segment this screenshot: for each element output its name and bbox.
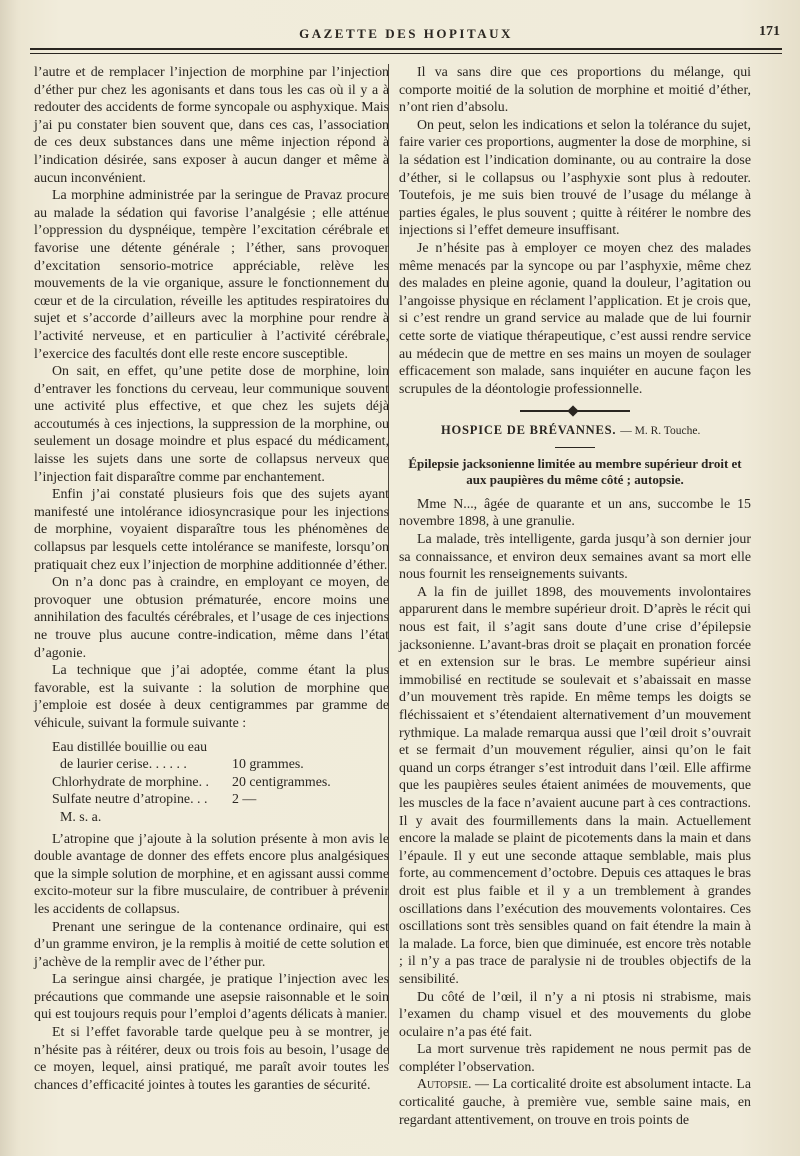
paragraph: l’autre et de remplacer l’injection de morphine par l’injection d’éther pur chez les agonisants et dans tous les cas où il y a à redouter des accidents de forme syncopale ou asphyxique. Mais j’ai pu constater bien souvent que, dans ces cas, l’association de ces deux substances dans une même injection répond à l’indication désirée, sans exposer à aucun danger et même à aucun inconvénient. <box>34 65 389 186</box>
page-number: 171 <box>759 24 780 39</box>
paragraph: Il va sans dire que ces proportions du mélange, qui comporte moitié de la solution de morphine et moitié d’éther, n’ont rien d’absolu. <box>399 65 751 116</box>
formula-ingredient: Sulfate neutre d’atropine. . . <box>52 792 208 808</box>
section-heading <box>399 422 751 441</box>
formula-quantity: 2 — <box>232 792 257 808</box>
paragraph: Du côté de l’œil, il n’y a ni ptosis ni strabisme, mais l’examen du champ visuel et des mouvements du globe oculaire n’a pas été fait. <box>399 989 751 1040</box>
formula-quantity <box>232 739 389 757</box>
autopsy-paragraph <box>399 1076 751 1129</box>
formula-ingredient: de laurier cerise. . . . . . <box>60 757 187 773</box>
formula-signature: M. s. a. <box>60 809 102 825</box>
case-title: Épilepsie jacksonienne limitée au membre supérieur droit et aux paupières du même côté ; autopsie. <box>408 455 742 487</box>
paragraph: La technique que j’ai adoptée, comme étant la plus favorable, est la suivante : la solution de morphine que j’emploie est dosée à deux centigrammes par gramme de véhicule, suivant la formule suivante : <box>34 663 389 731</box>
formula-row <box>34 739 389 757</box>
autopsy-label: Autopsie. <box>417 1077 472 1093</box>
formula-quantity: 20 centigrammes. <box>232 774 331 790</box>
hospital-name: HOSPICE DE BRÉVANNES. <box>441 423 617 438</box>
page-header <box>30 24 782 44</box>
formula-ingredient: Chlorhydrate de morphine. . <box>52 774 210 790</box>
formula-ingredient: Eau distillée bouillie ou eau <box>52 739 208 755</box>
paragraph: Enfin j’ai constaté plusieurs fois que des sujets ayant manifesté une intolérance idiosyncrasique pour les injections de morphine, voyaient disparaître tous les phénomènes de collapsus par lesquels cette intolérance se manifeste, lorsqu’on pratiquait chez eux l’injection de morphine additionnée d’éther. <box>34 487 389 573</box>
paragraph: On n’a donc pas à craindre, en employant ce moyen, de provoquer une obtusion prématurée, encore moins une annihilation des facultés cérébrales, et l’usage de ces injections ne trouve plus aucune contre-indication, même dans l’état d’agonie. <box>34 575 389 661</box>
formula-row <box>34 756 389 774</box>
paragraph: La morphine administrée par la seringue de Pravaz procure au malade la sédation qui favorise l’analgésie ; elle atténue l’oppression du dyspnéique, tempère l’excitation cérébrale et favorise une détente générale ; l’éther, sans provoquer d’excitation sensorio-motrice appréciable, relève les mouvements de la vie organique, assure le fonctionnement du cœur et de la circulation, réveille les aptitudes respiratoires du sujet et s’accorde d’ailleurs avec la morphine pour rendre à l’activité nerveuse, et en particulier à l’activité cérébrale, l’exercice des facultés dont elle reste encore susceptible. <box>34 188 389 362</box>
paragraph: La seringue ainsi chargée, je pratique l’injection avec les précautions que commande une asepsie raisonnable et le soin qui est toujours requis pour l’emploi d’agents délicats à manier. <box>34 972 389 1023</box>
paragraph: La malade, très intelligente, garda jusqu’à son dernier jour sa connaissance, et environ deux semaines avant sa mort elle nous fournit les renseignements suivants. <box>399 532 751 583</box>
header-rule-thin <box>30 53 782 54</box>
journal-title: GAZETTE DES HOPITAUX <box>299 26 513 41</box>
prescription-formula <box>34 739 389 827</box>
header-rule-thick <box>30 48 782 50</box>
formula-row <box>34 774 389 792</box>
section-separator <box>520 410 630 412</box>
paragraph: Mme N..., âgée de quarante et un ans, succombe le 15 novembre 1898, à une granulie. <box>399 496 751 530</box>
author-name: — M. R. Touche. <box>620 425 701 438</box>
paragraph: On peut, selon les indications et selon la tolérance du sujet, faire varier ces proportions, augmenter la dose de morphine, si la sédation est l’indication dominante, ou au contraire la dose d’éther, si le collapsus ou l’asphyxie sont plus à redouter. Toutefois, je me suis bien trouvé de l’usage du mélange à parties égales, le plus souvent ; quitte à réitérer le nombre des injections si l’effet demeure insuffisant. <box>399 117 751 239</box>
paragraph: On sait, en effet, qu’une petite dose de morphine, loin d’entraver les fonctions du cerveau, leur communique souvent une activité plus effective, et que chez les sujets déjà accoutumés à ces injections, la suppression de la morphine, ou seulement un dosage moindre et plus espacé du médicament, laisse les sujets dans une sorte de collapsus nerveux que l’injection fait disparaître comme par enchantement. <box>34 364 389 485</box>
paragraph: La mort survenue très rapidement ne nous permit pas de compléter l’observation. <box>399 1042 751 1075</box>
right-column <box>399 64 751 1129</box>
heading-rule <box>555 447 595 448</box>
left-column <box>34 64 389 1094</box>
paragraph: Prenant une seringue de la contenance ordinaire, qui est d’un gramme environ, je la remplis à moitié de cette solution et j’achève de la remplir avec de l’éther pur. <box>34 919 389 970</box>
paragraph: Je n’hésite pas à employer ce moyen chez des malades même menacés par la syncope ou par l’asphyxie, même chez des malades en pleine agonie, quand la douleur, l’agitation ou l’angoisse physique en réclament l’application. Et je crois que, si c’est rendre un grand service au malade que de lui fournir cette sorte de viatique thérapeutique, c’est aussi rendre service au médecin que de mettre en ses mains un moyen de soulager efficacement son malade, sans inquiéter en aucune façon les scrupules de la déontologie professionnelle. <box>399 240 751 397</box>
formula-quantity: 10 grammes. <box>232 757 304 773</box>
formula-row <box>34 791 389 809</box>
paragraph: A la fin de juillet 1898, des mouvements involontaires apparurent dans le membre supérieur droit. D’après le récit qui nous est fait, il s’agit sans doute d’une crise d’épilepsie jacksonienne. L’avant-bras droit se plaçait en pronation forcée et en extension sur le bras. Le membre supérieur ainsi immobilisé en rectitude se soulevait et s’abaissait en masse d’un mouvement très rapide. En même temps les doigts se fléchissaient et s’étendaient alternativement d’un mouvement rythmique. La malade remarqua aussi que l’œil droit s’ouvrait et se fermait d’un mouvement régulier, ainsi qu’on le fait quand un corps étranger s’est introduit dans l’œil. Elle affirme que les paupières seules étaient animées de mouvements, que les muscles de la face n’avaient aucune part à ces contractions. Il y avait des fourmillements dans la main. Actuellement encore la malade se plaint de picotements dans la main et dans l’épaule. Il y eut une seconde attaque semblable, mais plus forte, au commencement d’octobre. Depuis ces attaques le bras droit est plus faible et il y a un tremblement à grandes oscillations dans l’exécution des mouvements volontaires. Ces oscillations sont très sensibles quand on fait étendre la main à la malade. La force, bien que diminuée, est encore très notable ; il n’y a pas trace de paralysie ni de troubles objectifs de la sensibilité. <box>399 584 751 987</box>
paragraph: Et si l’effet favorable tarde quelque peu à se montrer, je n’hésite pas à réitérer, deux ou trois fois au besoin, l’usage de ce moyen, lequel, ainsi pratiqué, me paraît avoir toutes les chances d’efficacité jointes à toutes les garanties de sécurité. <box>34 1025 389 1093</box>
paragraph: L’atropine que j’ajoute à la solution présente à mon avis le double avantage de donner des effets encore plus analgésiques que la simple solution de morphine, et en agissant aussi comme excito-moteur sur la fibre musculaire, de contribuer à prévenir les accidents de collapsus. <box>34 831 389 917</box>
autopsy-text: — La corticalité droite est absolument intacte. La corticalité gauche, à première vue, semble saine mais, en regardant attentivement, on trouve en trois points de <box>399 1077 751 1128</box>
